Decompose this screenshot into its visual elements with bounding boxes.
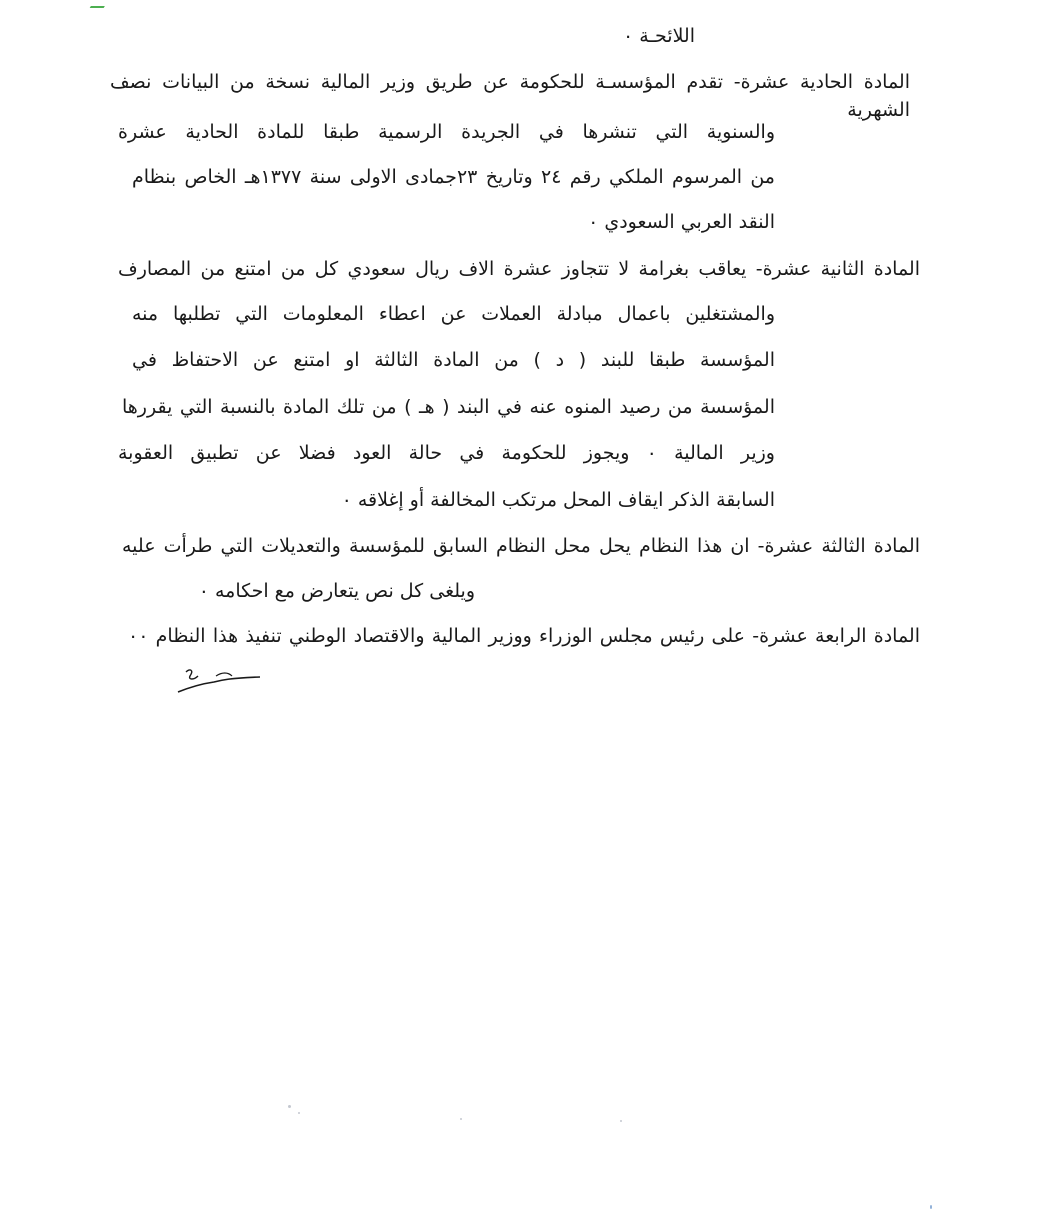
article-11-line-4: النقد العربي السعودي ٠	[588, 211, 775, 233]
article-11-line-3: من المرسوم الملكي رقم ٢٤ وتاريخ ٢٣جمادى الاولى سنة ١٣٧٧هـ الخاص بنظام	[132, 166, 775, 188]
article-12-line-5: وزير المالية ٠ ويجوز للحكومة في حالة العود فضلا عن تطبيق العقوبة	[118, 442, 775, 464]
article-12-line-3: المؤسسة طبقا للبند ( د ) من المادة الثالثة او امتنع عن الاحتفاظ في	[132, 349, 775, 371]
article-12-line-4: المؤسسة من رصيد المنوه عنه في البند ( هـ ) من تلك المادة بالنسبة التي يقررها	[122, 396, 775, 418]
document-heading: اللائحـة ٠	[623, 25, 695, 47]
article-13-line-2: ويلغى كل نص يتعارض مع احكامه ٠	[198, 580, 475, 602]
article-12-line-6: السابقة الذكر ايقاف المحل مرتكب المخالفة أو إغلاقه ٠	[341, 489, 775, 511]
article-13-line-1: المادة الثالثة عشرة- ان هذا النظام يحل محل النظام السابق للمؤسسة والتعديلات التي طرأت عليه	[122, 535, 920, 557]
article-12-line-2: والمشتغلين باعمال مبادلة العملات عن اعطاء المعلومات التي تطلبها منه	[132, 303, 775, 325]
article-14-line-1: المادة الرابعة عشرة- على رئيس مجلس الوزراء ووزير المالية والاقتصاد الوطني تنفيذ هذا النظام ٠٠	[128, 625, 920, 647]
corner-mark	[90, 0, 109, 8]
article-11-line-1: المادة الحادية عشرة- تقدم المؤسسـة للحكومة عن طريق وزير المالية نسخة من البيانات نصف الشهرية	[110, 71, 910, 121]
signature-mark	[170, 662, 270, 702]
article-11-line-2: والسنوية التي تنشرها في الجريدة الرسمية طبقا للمادة الحادية عشرة	[118, 121, 775, 143]
article-12-line-1: المادة الثانية عشرة- يعاقب بغرامة لا تتجاوز عشرة الاف ريال سعودي كل من امتنع من المصارف	[118, 258, 920, 280]
